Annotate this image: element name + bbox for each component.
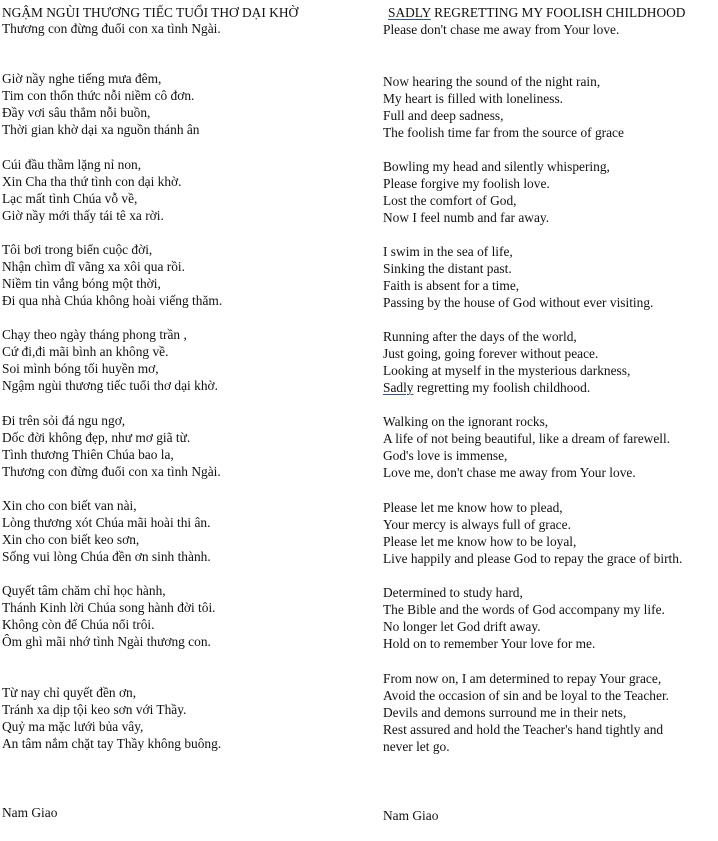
poem-line: Soi mình bóng tối huyền mơ,	[2, 361, 159, 376]
poem-line: Quỷ ma mặc lưới bủa vây,	[2, 719, 144, 734]
poem-line: Giờ nầy nghe tiếng mưa đêm,	[2, 71, 162, 86]
poem-line: Từ nay chỉ quyết đền ơn,	[2, 685, 137, 700]
poem-line: Thương con đừng đuổi con xa tình Ngài.	[2, 464, 221, 479]
poem-subtitle: Please don't chase me away from Your love.	[383, 22, 620, 37]
poem-line: Running after the days of the world,	[383, 329, 577, 344]
poem-author: Nam Giao	[2, 805, 58, 820]
poem-line: Quyết tâm chăm chỉ học hành,	[2, 583, 166, 598]
poem-line: Tim con thổn thức nỗi niềm cô đơn.	[2, 88, 195, 103]
poem-line: Lạc mất tình Chúa vỗ về,	[2, 191, 138, 206]
english-title-underlined-word: SADLY	[388, 5, 431, 20]
poem-line: Love me, don't chase me away from Your love.	[383, 465, 636, 480]
vietnamese-title: NGẬM NGÙI THƯƠNG TIẾC TUỔI THƠ DẠI KHỜ	[2, 5, 299, 20]
poem-line: Walking on the ignorant rocks,	[383, 414, 549, 429]
english-title-rest: REGRETTING MY FOOLISH CHILDHOOD	[430, 5, 686, 20]
poem-line: Passing by the house of God without ever visiting.	[383, 295, 654, 310]
poem-line: Lost the comfort of God,	[383, 193, 517, 208]
poem-line: God's love is immense,	[383, 448, 508, 463]
poem-line: Xin Cha tha thứ tình con dại khờ.	[2, 174, 182, 189]
poem-line: Now hearing the sound of the night rain,	[383, 74, 601, 89]
poem-line: Ôm ghì mãi nhớ tình Ngài thương con.	[2, 634, 211, 649]
poem-line: Your mercy is always full of grace.	[383, 517, 571, 532]
poem-line: My heart is filled with loneliness.	[383, 91, 564, 106]
poem-line: Đầy vơi sâu thẳm nỗi buồn,	[2, 105, 151, 120]
poem-line: Tránh xa dịp tội keo sơn với Thầy.	[2, 702, 187, 717]
poem-line: Giờ nầy mới thấy tái tê xa rời.	[2, 208, 164, 223]
underlined-word: Sadly	[383, 380, 414, 395]
poem-author: Nam Giao	[383, 808, 439, 823]
poem-line: Please let me know how to plead,	[383, 500, 563, 515]
poem-line: never let go.	[383, 739, 450, 754]
poem-line: Niềm tin vắng bóng một thời,	[2, 276, 161, 291]
poem-line: Live happily and please God to repay the grace of birth.	[383, 551, 683, 566]
poem-line: Lòng thương xót Chúa mãi hoài thi ân.	[2, 515, 211, 530]
poem-line: Xin cho con biết keo sơn,	[2, 532, 140, 547]
poem-line: Dốc đời không đẹp, như mơ giã từ.	[2, 430, 191, 445]
poem-line: Thánh Kinh lời Chúa song hành đời tôi.	[2, 600, 216, 615]
poem-line: Sinking the distant past.	[383, 261, 512, 276]
poem-line: Cúi đầu thầm lặng nỉ non,	[2, 157, 142, 172]
poem-line: The foolish time far from the source of grace	[383, 125, 624, 140]
english-title	[388, 4, 685, 21]
poem-line: Không còn để Chúa nổi trôi.	[2, 617, 155, 632]
poem-line: From now on, I am determined to repay Your grace,	[383, 671, 662, 686]
poem-line: Avoid the occasion of sin and be loyal to the Teacher.	[383, 688, 670, 703]
poem-line: Looking at myself in the mysterious darkness,	[383, 363, 631, 378]
poem-line: An tâm nắm chặt tay Thầy không buông.	[2, 736, 222, 751]
poem-line: Determined to study hard,	[383, 585, 523, 600]
poem-line: Cứ đi,đi mãi bình an không về.	[2, 344, 169, 359]
poem-line: Please let me know how to be loyal,	[383, 534, 577, 549]
poem-line: No longer let God drift away.	[383, 619, 541, 634]
poem-line: Đi trên sỏi đá ngu ngơ,	[2, 413, 126, 428]
poem-line: Rest assured and hold the Teacher's hand tightly and	[383, 722, 664, 737]
poem-line: Xin cho con biết van nài,	[2, 498, 137, 513]
poem-line: Tình thương Thiên Chúa bao la,	[2, 447, 174, 462]
poem-line: Now I feel numb and far away.	[383, 210, 550, 225]
poem-line: Sadly regretting my foolish childhood.	[383, 380, 591, 395]
poem-subtitle: Thương con đừng đuổi con xa tình Ngài.	[2, 21, 221, 36]
poem-line: Tôi bơi trong biển cuộc đời,	[2, 242, 153, 257]
poem-line: Thời gian khờ dại xa nguồn thánh ân	[2, 122, 200, 137]
poem-line: A life of not being beautiful, like a dream of farewell.	[383, 431, 671, 446]
poem-line: Just going, going forever without peace.	[383, 346, 599, 361]
poem-line: Đi qua nhà Chúa không hoài viếng thăm.	[2, 293, 223, 308]
poem-line: Hold on to remember Your love for me.	[383, 636, 596, 651]
poem-line: The Bible and the words of God accompany my life.	[383, 602, 665, 617]
poem-line: Please forgive my foolish love.	[383, 176, 550, 191]
poem-line: Ngậm ngùi thương tiếc tuổi thơ dại khờ.	[2, 378, 218, 393]
poem-line: Devils and demons surround me in their nets,	[383, 705, 627, 720]
poem-line: Faith is absent for a time,	[383, 278, 520, 293]
poem-line: Bowling my head and silently whispering,	[383, 159, 610, 174]
poem-line: Sống vui lòng Chúa đền ơn sinh thành.	[2, 549, 211, 564]
poem-line: Chạy theo ngày tháng phong trần ,	[2, 327, 187, 342]
poem-line: Nhận chìm dĩ vãng xa xôi qua rồi.	[2, 259, 185, 274]
poem-line: Full and deep sadness,	[383, 108, 504, 123]
poem-line: I swim in the sea of life,	[383, 244, 513, 259]
